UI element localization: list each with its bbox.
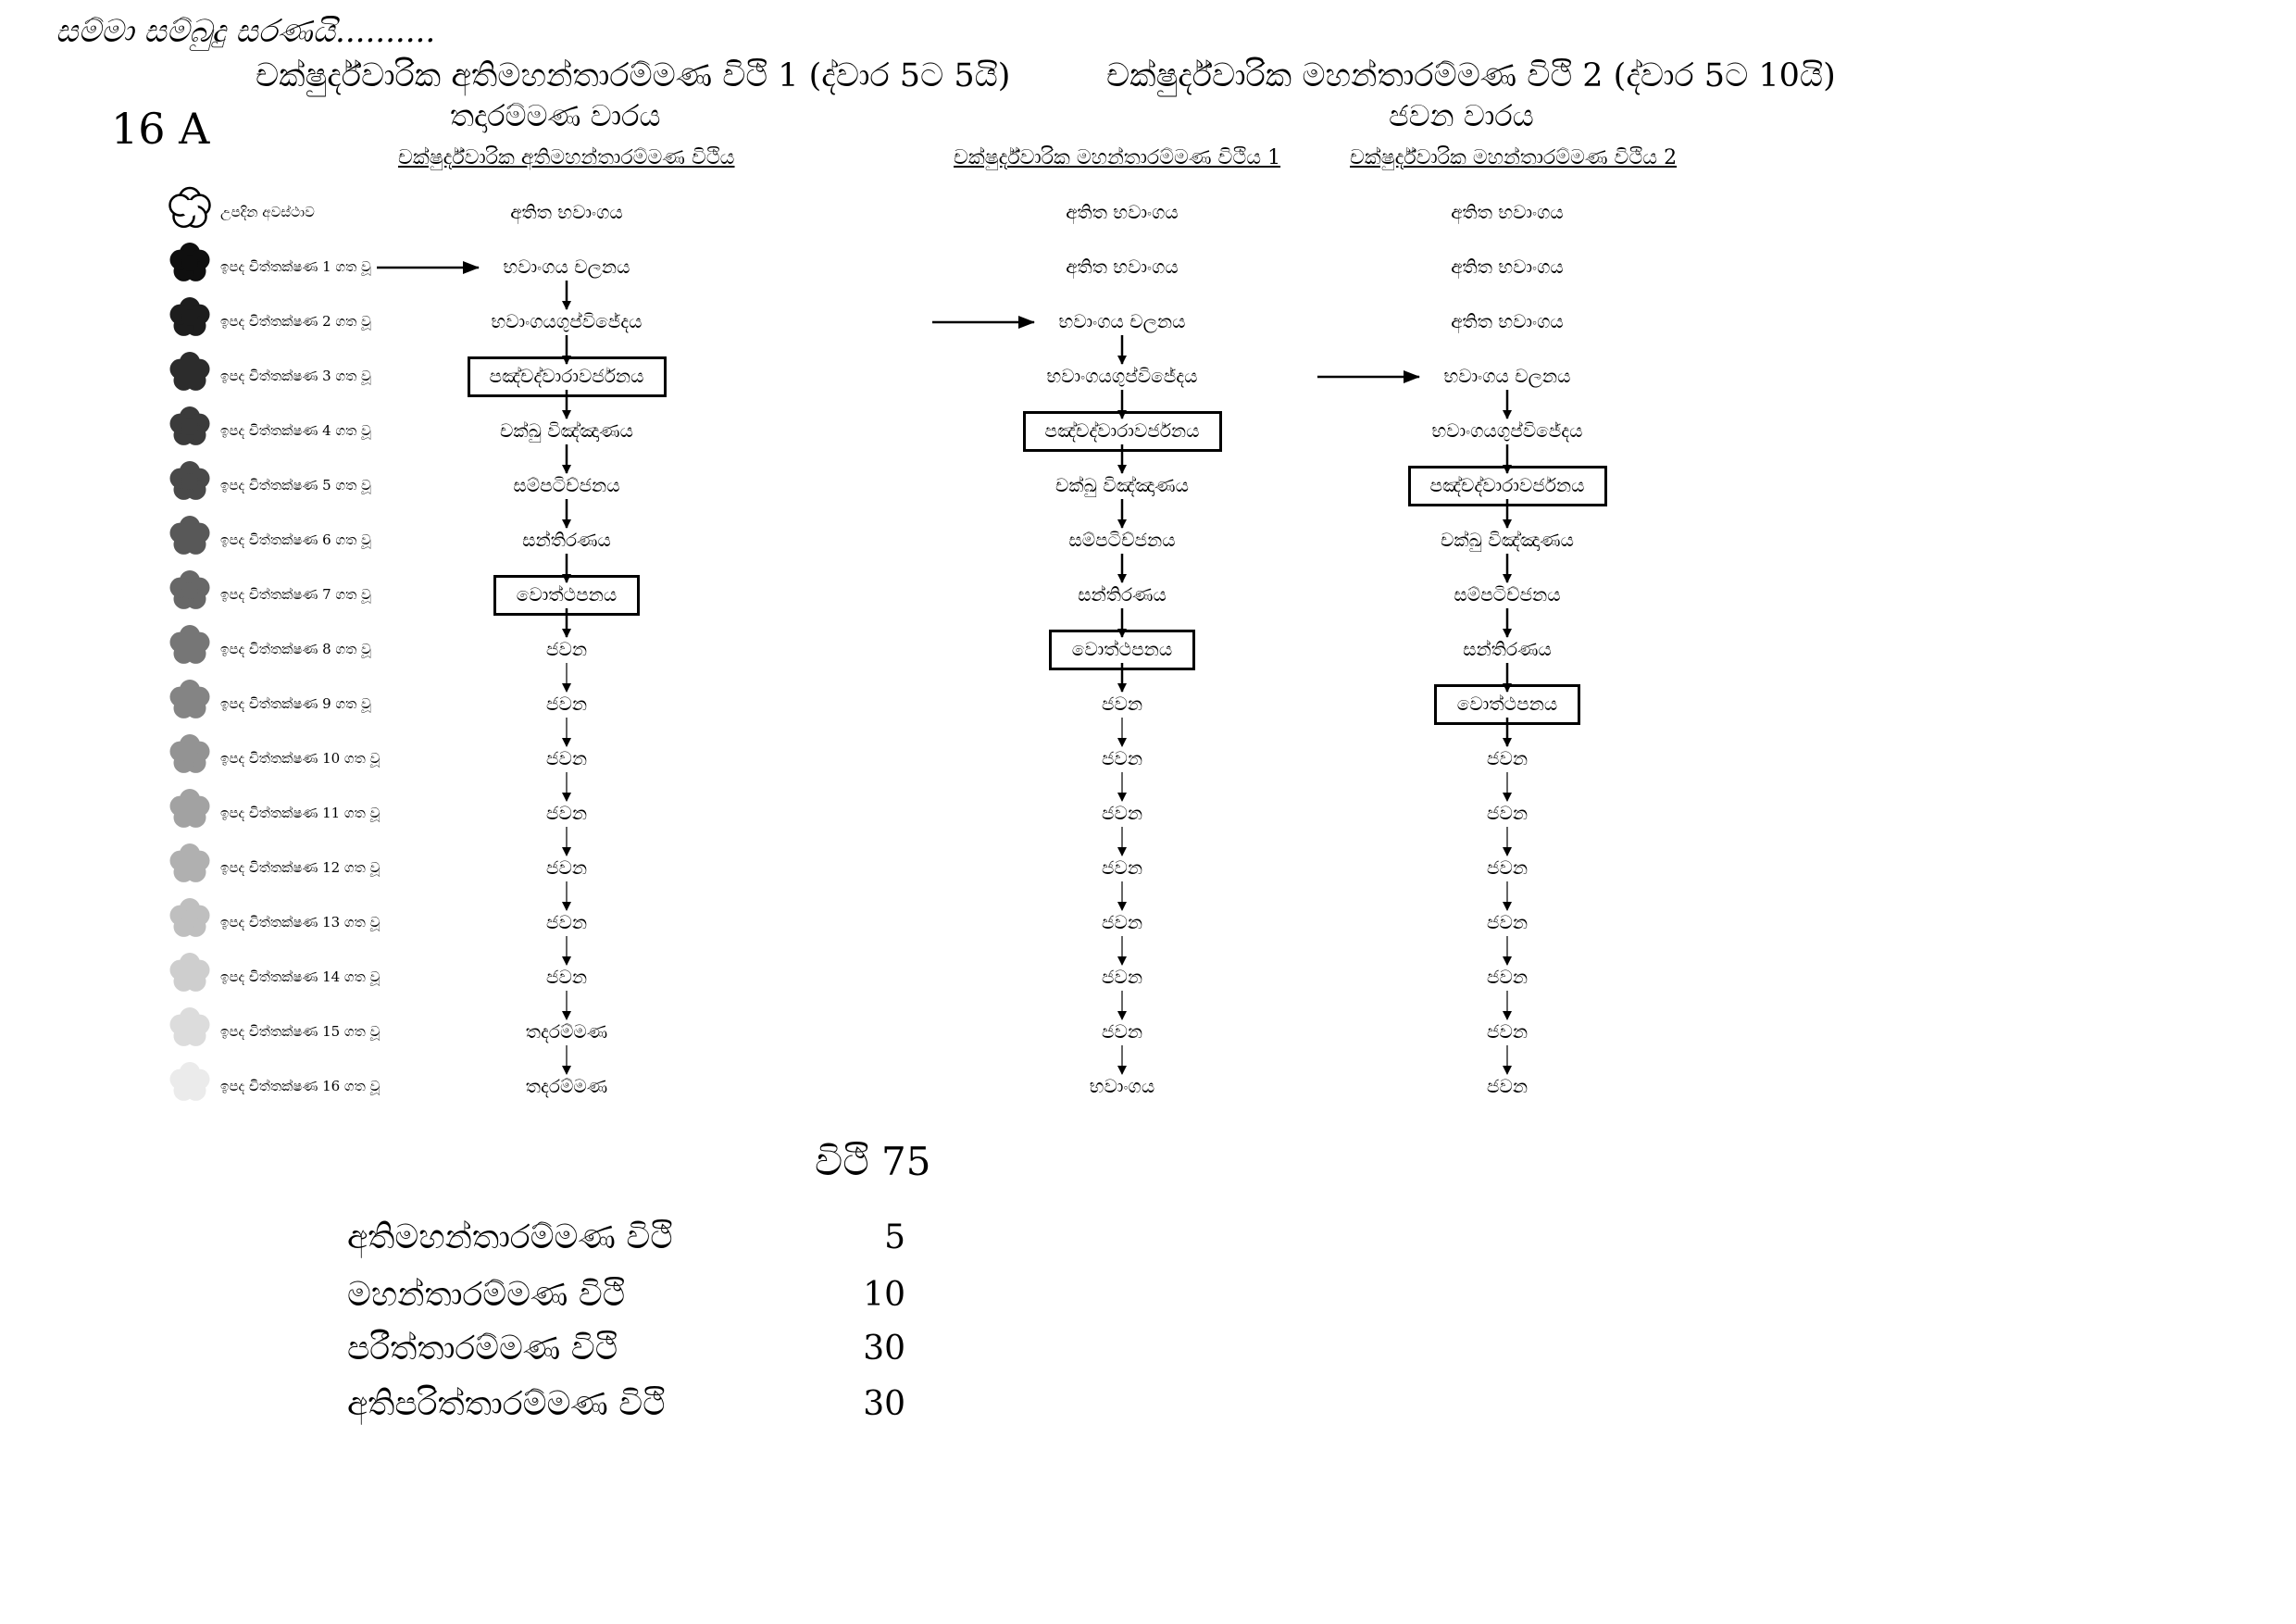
cell-text: ජවන <box>1101 911 1143 933</box>
cell-text: ජවන <box>1486 1020 1529 1043</box>
cell-text: ජවන <box>545 638 588 660</box>
row-label: ඉපද චිත්තක්ෂණ 14 ගත වූ <box>220 968 381 985</box>
summary-label-3: පරීත්තාරම්මණ විථි <box>347 1330 618 1368</box>
cell-text: භවාංගය චලනය <box>1058 310 1186 332</box>
title-right: චක්ෂුර්ද්වාරික මහන්තාරම්මණ විථි 2 (ද්වාර 5ට 10යි) <box>1106 57 1836 94</box>
row-label: ඉපද චිත්තක්ෂණ 12 ගත වූ <box>220 859 381 876</box>
summary-value-4: 30 <box>863 1385 905 1423</box>
column-heading-1: චක්ෂුර්ද්වාරික අතිමහන්තාරම්මණ විථිය <box>398 146 735 169</box>
cell-text: භවාංගය චලනය <box>1443 365 1571 387</box>
cell-text: ජවන <box>1101 856 1143 879</box>
cell-text: සන්තිරණය <box>1463 638 1552 660</box>
boxed-cell-text: වොත්ථපනය <box>1071 638 1173 660</box>
boxed-cell-text: පඤ්චද්වාරාවර්ජනය <box>1429 474 1585 496</box>
summary-value-3: 30 <box>863 1330 905 1368</box>
row-label: උපදින අවස්ථාව <box>220 204 315 220</box>
cell-text: සම්පටිච්ජනය <box>1454 583 1561 606</box>
cell-text: සම්පටිච්ජනය <box>1068 529 1176 551</box>
summary-label-4: අතිපරිත්තාරම්මණ විථි <box>347 1385 666 1423</box>
row-label: ඉපද චිත්තක්ෂණ 6 ගත වූ <box>220 531 371 548</box>
row-label: ඉපද චිත්තක්ෂණ 2 ගත වූ <box>220 313 371 330</box>
cell-text: තදරම්මණ <box>525 1020 608 1043</box>
cell-text: අතිත භවාංගය <box>1066 201 1179 223</box>
row-label: ඉපද චිත්තක්ෂණ 4 ගත වූ <box>220 422 371 439</box>
cell-text: ජවන <box>1486 856 1529 879</box>
cell-text: භවාංගයගුප්විජේදය <box>491 310 643 332</box>
cell-text: ජවන <box>545 802 588 824</box>
row-label: ඉපද චිත්තක්ෂණ 10 ගත වූ <box>220 750 381 767</box>
cell-text: සන්තිරණය <box>1078 583 1167 606</box>
summary-value-1: 5 <box>884 1218 905 1256</box>
row-label: ඉපද චිත්තක්ෂණ 11 ගත වූ <box>220 805 381 821</box>
cell-text: ජවන <box>1101 802 1143 824</box>
summary-title: විථි 75 <box>815 1139 931 1184</box>
row-label: ඉපද චිත්තක්ෂණ 7 ගත වූ <box>220 586 371 603</box>
cell-text: ජවන <box>1486 1075 1529 1097</box>
subtitle-left: තදාරම්මණ වාරය <box>450 98 661 133</box>
cell-text: ජවන <box>1101 1020 1143 1043</box>
summary-value-2: 10 <box>863 1276 905 1314</box>
row-label: ඉපද චිත්තක්ෂණ 1 ගත වූ <box>220 258 371 275</box>
cell-text: ජවන <box>1486 911 1529 933</box>
cell-text: ජවන <box>545 747 588 769</box>
cell-text: භවාංගය චලනය <box>503 256 630 278</box>
summary-label-1: අතිමහන්තාරම්මණ විථි <box>347 1218 673 1256</box>
boxed-cell-text: වොත්ථපනය <box>516 583 618 606</box>
boxed-cell-text: පඤ්චද්වාරාවර්ජනය <box>489 365 644 387</box>
row-label: ඉපද චිත්තක්ෂණ 3 ගත වූ <box>220 368 371 384</box>
cell-text: භවාංගය <box>1089 1075 1155 1097</box>
boxed-cell-text: වොත්ථපනය <box>1456 693 1558 715</box>
cell-text: චක්ඛු විඤ්ඤාණය <box>1441 529 1574 551</box>
cell-text: ජවන <box>1486 747 1529 769</box>
boxed-cell-text: පඤ්චද්වාරාවර්ජනය <box>1044 419 1200 442</box>
cell-text: චක්ඛු විඤ්ඤාණය <box>1055 474 1189 496</box>
cell-text: ජවන <box>1101 747 1143 769</box>
cell-text: ජවන <box>545 966 588 988</box>
cell-text: ජවන <box>1486 802 1529 824</box>
cell-text: ජවන <box>1101 693 1143 715</box>
cell-text: ජවන <box>545 911 588 933</box>
page-code: 16 A <box>111 104 210 154</box>
cell-text: සම්පටිච්ජනය <box>513 474 620 496</box>
cell-text: චක්ඛු විඤ්ඤාණය <box>500 419 633 442</box>
row-label: ඉපද චිත්තක්ෂණ 13 ගත වූ <box>220 914 381 931</box>
cell-text: ජවන <box>1101 966 1143 988</box>
blessing-text: සම්මා සම්බුදු සරණයි.......... <box>56 13 436 50</box>
subtitle-right: ජවන වාරය <box>1389 98 1534 133</box>
cell-text: අතිත භවාංගය <box>1451 310 1564 332</box>
cell-text: අතිත භවාංගය <box>1451 201 1564 223</box>
row-label: ඉපද චිත්තක්ෂණ 16 ගත වූ <box>220 1078 381 1094</box>
cell-text: භවාංගයගුප්විජේදය <box>1431 419 1583 442</box>
cell-text: අතිත භවාංගය <box>1066 256 1179 278</box>
column-heading-3: චක්ෂුර්ද්වාරික මහන්තාරම්මණ විථිය 2 <box>1350 146 1678 169</box>
cell-text: තදරම්මණ <box>525 1075 608 1097</box>
cell-text: අතිත භවාංගය <box>510 201 623 223</box>
summary-label-2: මහන්තාරම්මණ විථි <box>347 1276 626 1314</box>
title-left: චක්ෂුර්ද්වාරික අතිමහන්තාරම්මණ විථි 1 (ද්වාර 5ට 5යි) <box>256 57 1011 94</box>
row-label: ඉපද චිත්තක්ෂණ 5 ගත වූ <box>220 477 371 493</box>
cell-text: ජවන <box>545 693 588 715</box>
column-heading-2: චක්ෂුර්ද්වාරික මහන්තාරම්මණ විථිය 1 <box>954 146 1281 169</box>
cell-text: අතිත භවාංගය <box>1451 256 1564 278</box>
cell-text: ජවන <box>1486 966 1529 988</box>
cell-text: ජවන <box>545 856 588 879</box>
row-label: ඉපද චිත්තක්ෂණ 8 ගත වූ <box>220 641 371 657</box>
row-label: ඉපද චිත්තක්ෂණ 9 ගත වූ <box>220 695 371 712</box>
row-label: ඉපද චිත්තක්ෂණ 15 ගත වූ <box>220 1023 381 1040</box>
cell-text: සන්තිරණය <box>522 529 611 551</box>
cell-text: භවාංගයගුප්විජේදය <box>1046 365 1198 387</box>
